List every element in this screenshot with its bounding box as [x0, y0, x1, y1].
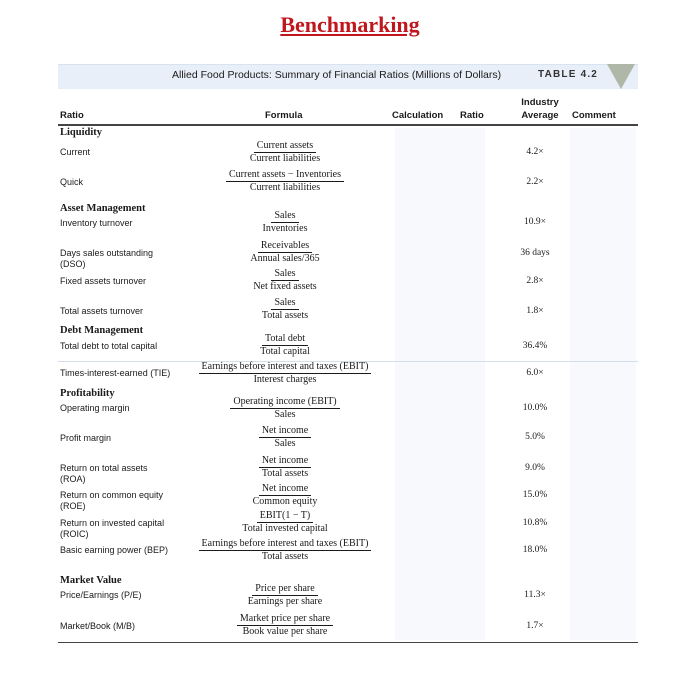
ratio-name: Current [60, 147, 91, 157]
col-industry-line1: Industry [521, 97, 559, 108]
comment-column [570, 128, 636, 640]
ratio-name: Operating margin [60, 403, 130, 413]
ratio-name: Total debt to total capital [60, 341, 158, 351]
section-liquidity: Liquidity [60, 127, 103, 138]
col-calculation: Calculation [392, 110, 444, 121]
industry-average: 2.8× [526, 276, 544, 286]
triangle-marker-icon [607, 64, 635, 89]
ratio-name: Days sales outstanding (DSO) [60, 248, 154, 269]
formula: Earnings before interest and taxes (EBIT) Interest charges [185, 361, 385, 386]
industry-average: 11.3× [524, 590, 546, 600]
col-formula: Formula [265, 110, 303, 121]
formula: Market price per share Book value per share [185, 613, 385, 638]
ratio-name: Profit margin [60, 433, 112, 443]
page-title: Benchmarking [280, 12, 420, 37]
industry-average: 1.7× [526, 621, 544, 631]
industry-average: 4.2× [526, 147, 544, 157]
ratio-name: Price/Earnings (P/E) [60, 590, 142, 600]
formula: Sales Inventories [262, 210, 308, 234]
ratio-name: Basic earning power (BEP) [60, 545, 169, 555]
header-rule [58, 124, 638, 126]
industry-average: 15.0% [522, 490, 548, 500]
industry-average: 10.9× [524, 217, 546, 227]
formula: Sales Net fixed assets [253, 268, 317, 292]
ratio-name: Return on invested capital (ROIC) [60, 518, 165, 539]
col-comment: Comment [572, 110, 616, 121]
calculation-column [395, 128, 485, 640]
ratio-name: Total assets turnover [60, 306, 144, 316]
ratio-name: Return on common equity (ROE) [60, 490, 164, 511]
ratio-name: Fixed assets turnover [60, 276, 147, 286]
formula: Net income Common equity [252, 483, 318, 507]
industry-average: 36 days [520, 248, 550, 258]
industry-average: 5.0% [525, 432, 545, 442]
formula: Price per share Earnings per share [247, 583, 323, 607]
table-title: Allied Food Products: Summary of Financial Ratios (Millions of Dollars) [172, 69, 502, 81]
ratio-name: Market/Book (M/B) [60, 621, 136, 631]
industry-average: 10.0% [522, 403, 548, 413]
formula: EBIT(1 − T) Total invested capital [242, 510, 328, 534]
col-industry-line2: Average [521, 110, 559, 121]
industry-average: 18.0% [522, 545, 548, 555]
formula: Total debt Total capital [260, 333, 310, 357]
section-asset-management: Asset Management [60, 203, 146, 214]
formula: Net income Sales [185, 425, 385, 450]
formula: Sales Total assets [261, 297, 309, 321]
table-label: TABLE 4.2 [538, 69, 599, 80]
industry-average: 2.2× [526, 177, 544, 187]
ratio-name: Quick [60, 177, 84, 187]
section-market-value: Market Value [60, 575, 122, 586]
formula: Current assets Current liabilities [249, 140, 321, 164]
formula: Operating income (EBIT) Sales [185, 396, 385, 421]
ratio-name: Return on total assets (ROA) [60, 463, 148, 484]
formula: Earnings before interest and taxes (EBIT) Total assets [185, 538, 385, 563]
formula: Current assets − Inventories Current liabilities [185, 169, 385, 194]
col-ratio-value: Ratio [460, 110, 484, 121]
ratio-name: Times-interest-earned (TIE) [60, 368, 171, 378]
industry-average: 1.8× [526, 306, 544, 316]
formula: Receivables Annual sales/365 [250, 240, 320, 264]
industry-average: 9.0% [525, 463, 545, 473]
industry-average: 36.4% [522, 341, 548, 351]
formula: Net income Total assets [185, 455, 385, 480]
section-profitability: Profitability [60, 388, 115, 399]
bottom-rule [58, 642, 638, 643]
section-debt-management: Debt Management [60, 325, 144, 336]
ratio-name: Inventory turnover [60, 218, 133, 228]
industry-average: 10.8% [522, 518, 548, 528]
industry-average: 6.0× [526, 368, 544, 378]
col-ratio: Ratio [60, 110, 84, 121]
